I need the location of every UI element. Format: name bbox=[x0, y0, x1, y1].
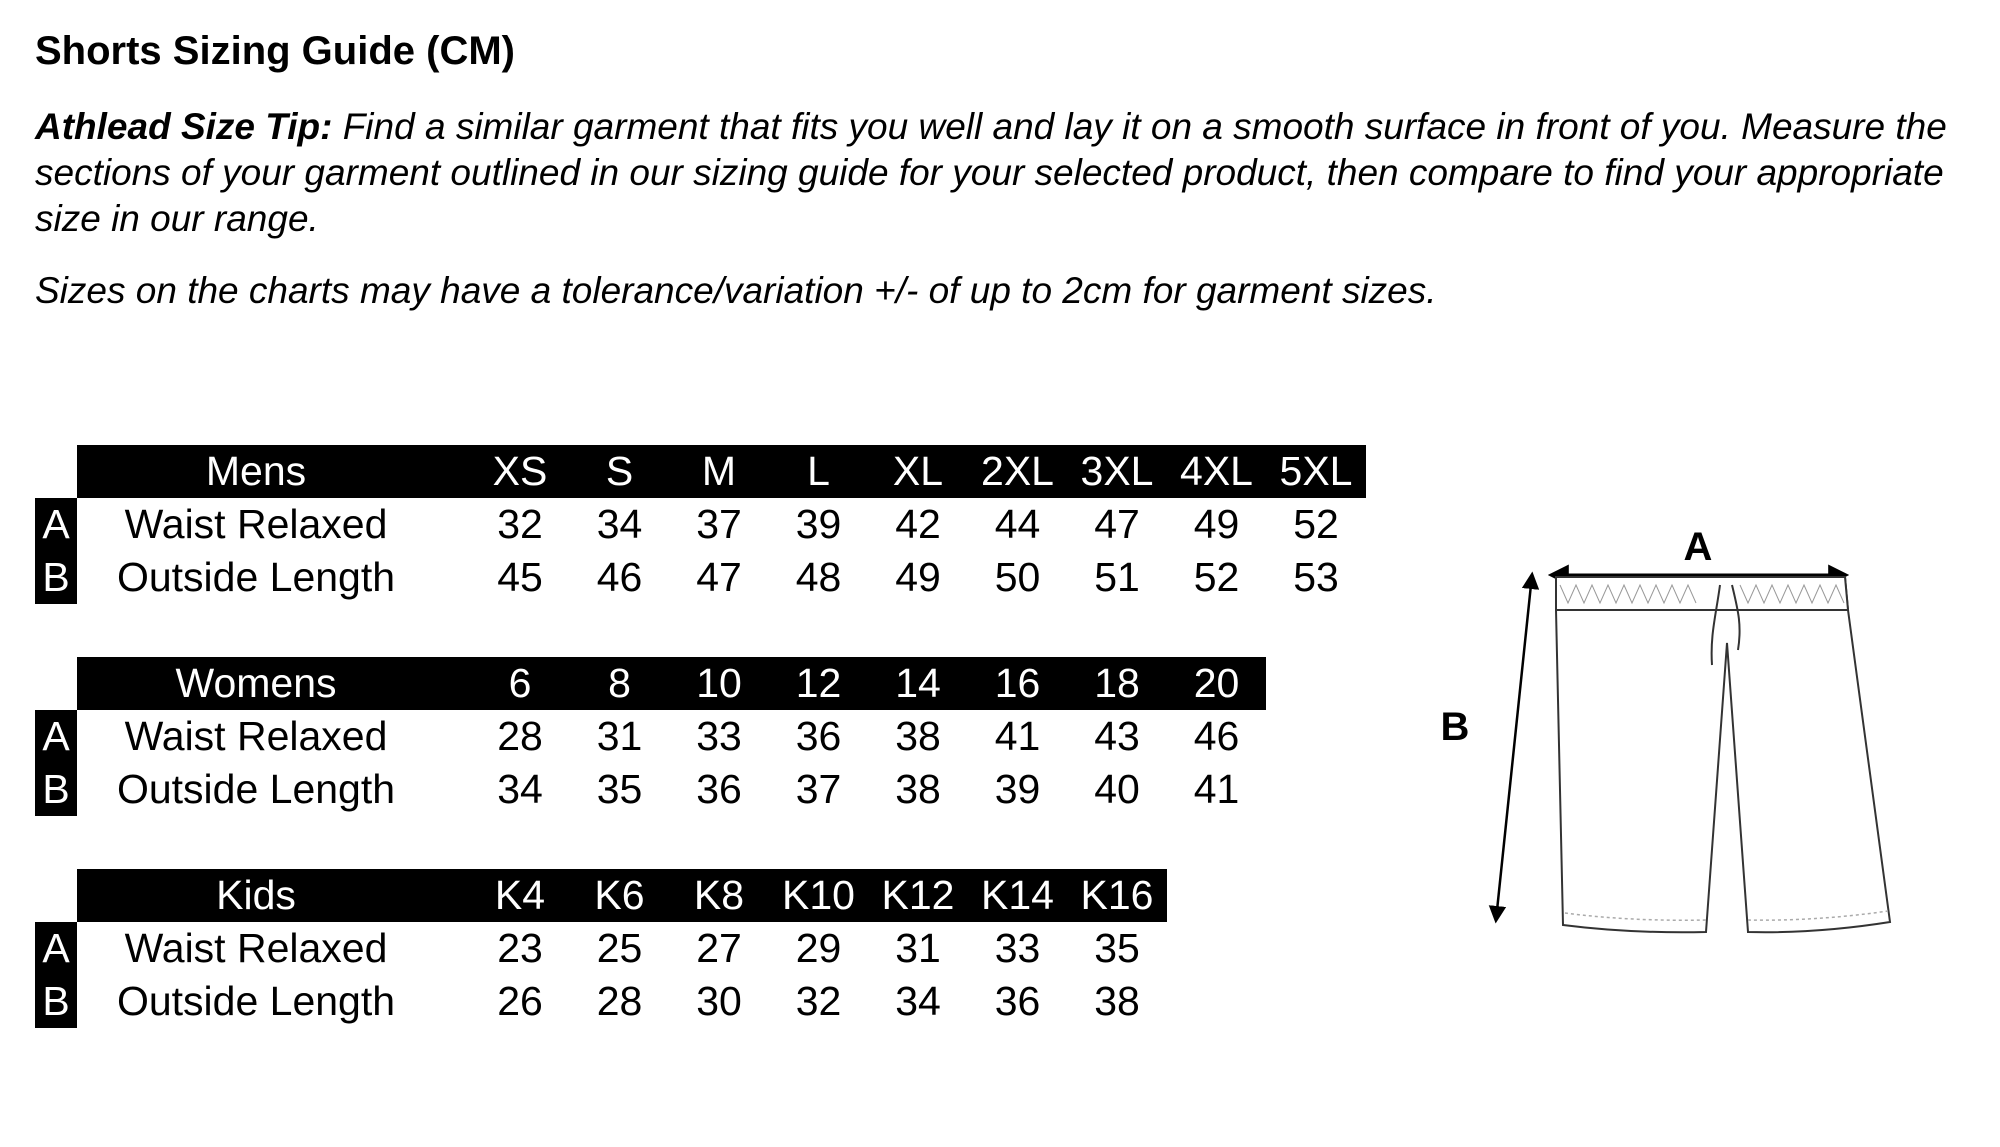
table-cell: 31 bbox=[596, 713, 643, 759]
size-header-cell: K12 bbox=[881, 872, 955, 918]
size-header-cell: K4 bbox=[494, 872, 546, 918]
table-cell: 40 bbox=[1094, 766, 1140, 812]
measurement-letter: B bbox=[35, 975, 77, 1028]
size-header-cell: 12 bbox=[795, 660, 842, 706]
table-cell: 34 bbox=[596, 501, 643, 547]
size-header-cell: 2XL bbox=[981, 448, 1054, 494]
size-header-cell: XL bbox=[892, 448, 944, 494]
table-cell: 25 bbox=[596, 925, 643, 971]
table-cell: 33 bbox=[994, 925, 1041, 971]
size-header-cell: 20 bbox=[1193, 660, 1240, 706]
size-header-cell: 14 bbox=[895, 660, 941, 706]
table-cell: 50 bbox=[994, 554, 1041, 600]
table-cell: 34 bbox=[497, 766, 543, 812]
diagram-label-b: B bbox=[1440, 705, 1470, 749]
size-tip bbox=[35, 104, 1980, 242]
table-cell: 31 bbox=[895, 925, 941, 971]
measurement-label: Waist Relaxed bbox=[124, 713, 388, 759]
size-tip-text: Find a similar garment that fits you well and lay it on a smooth surface in front of you. Measure the sections of your garment outlined in our sizing guide for your selected product, then compare to find your appropriate size in our range. bbox=[35, 106, 1947, 239]
table-cell: 38 bbox=[1094, 978, 1140, 1024]
table-cell: 53 bbox=[1293, 554, 1339, 600]
measurement-letter: B bbox=[35, 551, 77, 604]
measurement-letter: A bbox=[35, 498, 77, 551]
size-header-cell: 5XL bbox=[1279, 448, 1353, 494]
table-cell: 43 bbox=[1094, 713, 1140, 759]
table-cell: 38 bbox=[895, 713, 941, 759]
table-category-label: Mens bbox=[205, 448, 307, 494]
table-category-label: Womens bbox=[175, 660, 337, 706]
page-title: Shorts Sizing Guide (CM) bbox=[35, 29, 515, 73]
table-cell: 23 bbox=[497, 925, 543, 971]
table-cell: 35 bbox=[1094, 925, 1140, 971]
shorts-outline bbox=[1556, 577, 1890, 932]
size-tip-label: Athlead Size Tip: bbox=[35, 106, 333, 147]
size-header-cell: K8 bbox=[693, 872, 745, 918]
size-header-cell: 10 bbox=[696, 660, 742, 706]
table-cell: 37 bbox=[795, 766, 842, 812]
measurement-letter: A bbox=[35, 710, 77, 763]
table-cell: 27 bbox=[696, 925, 742, 971]
table-cell: 28 bbox=[497, 713, 543, 759]
table-cell: 36 bbox=[994, 978, 1041, 1024]
size-header-cell: M bbox=[701, 448, 737, 494]
table-cell: 44 bbox=[994, 501, 1041, 547]
size-header-cell: S bbox=[605, 448, 634, 494]
table-cell: 49 bbox=[895, 554, 941, 600]
table-cell: 37 bbox=[696, 501, 742, 547]
table-category-label: Kids bbox=[216, 872, 296, 918]
table-cell: 41 bbox=[994, 713, 1041, 759]
size-header-cell: 16 bbox=[994, 660, 1041, 706]
waistband bbox=[1556, 577, 1848, 610]
tolerance-note: Sizes on the charts may have a tolerance/variation +/- of up to 2cm for garment sizes. bbox=[35, 270, 1437, 311]
size-header-cell: 3XL bbox=[1080, 448, 1154, 494]
measurement-label: Waist Relaxed bbox=[124, 501, 388, 547]
table-cell: 47 bbox=[1094, 501, 1140, 547]
measurement-letter: B bbox=[35, 763, 77, 816]
size-header-cell: K6 bbox=[594, 872, 645, 918]
size-header-cell: XS bbox=[492, 448, 548, 494]
table-cell: 32 bbox=[497, 501, 543, 547]
size-header-cell: 6 bbox=[508, 660, 532, 706]
table-cell: 26 bbox=[497, 978, 543, 1024]
table-cell: 29 bbox=[795, 925, 842, 971]
table-cell: 38 bbox=[895, 766, 941, 812]
table-cell: 46 bbox=[1193, 713, 1240, 759]
table-cell: 47 bbox=[696, 554, 742, 600]
size-header-cell: K14 bbox=[981, 872, 1054, 918]
shorts-diagram bbox=[1420, 515, 1920, 985]
size-header-cell: K16 bbox=[1080, 872, 1154, 918]
table-cell: 42 bbox=[895, 501, 941, 547]
table-cell: 36 bbox=[696, 766, 742, 812]
table-cell: 28 bbox=[596, 978, 643, 1024]
table-cell: 46 bbox=[596, 554, 643, 600]
size-header-cell: 8 bbox=[608, 660, 631, 706]
table-cell: 32 bbox=[795, 978, 842, 1024]
table-cell: 51 bbox=[1094, 554, 1140, 600]
table-cell: 52 bbox=[1293, 501, 1339, 547]
table-cell: 30 bbox=[696, 978, 742, 1024]
table-cell: 33 bbox=[696, 713, 742, 759]
size-header-cell: 4XL bbox=[1180, 448, 1253, 494]
measurement-label: Outside Length bbox=[116, 766, 396, 812]
table-cell: 35 bbox=[596, 766, 643, 812]
table-cell: 45 bbox=[497, 554, 543, 600]
table-cell: 48 bbox=[795, 554, 842, 600]
table-cell: 39 bbox=[795, 501, 842, 547]
length-arrow bbox=[1496, 575, 1532, 920]
measurement-letter: A bbox=[35, 922, 77, 975]
measurement-label: Outside Length bbox=[116, 554, 396, 600]
table-cell: 49 bbox=[1193, 501, 1240, 547]
measurement-label: Waist Relaxed bbox=[124, 925, 388, 971]
table-cell: 52 bbox=[1193, 554, 1240, 600]
measurement-label: Outside Length bbox=[116, 978, 396, 1024]
table-cell: 36 bbox=[795, 713, 842, 759]
size-header-cell: 18 bbox=[1094, 660, 1140, 706]
table-cell: 34 bbox=[895, 978, 941, 1024]
table-cell: 41 bbox=[1193, 766, 1240, 812]
diagram-label-a: A bbox=[1683, 525, 1713, 569]
size-header-cell: K10 bbox=[782, 872, 855, 918]
table-cell: 39 bbox=[994, 766, 1041, 812]
size-header-cell: L bbox=[807, 448, 830, 494]
shorts-icon bbox=[1420, 515, 1920, 985]
